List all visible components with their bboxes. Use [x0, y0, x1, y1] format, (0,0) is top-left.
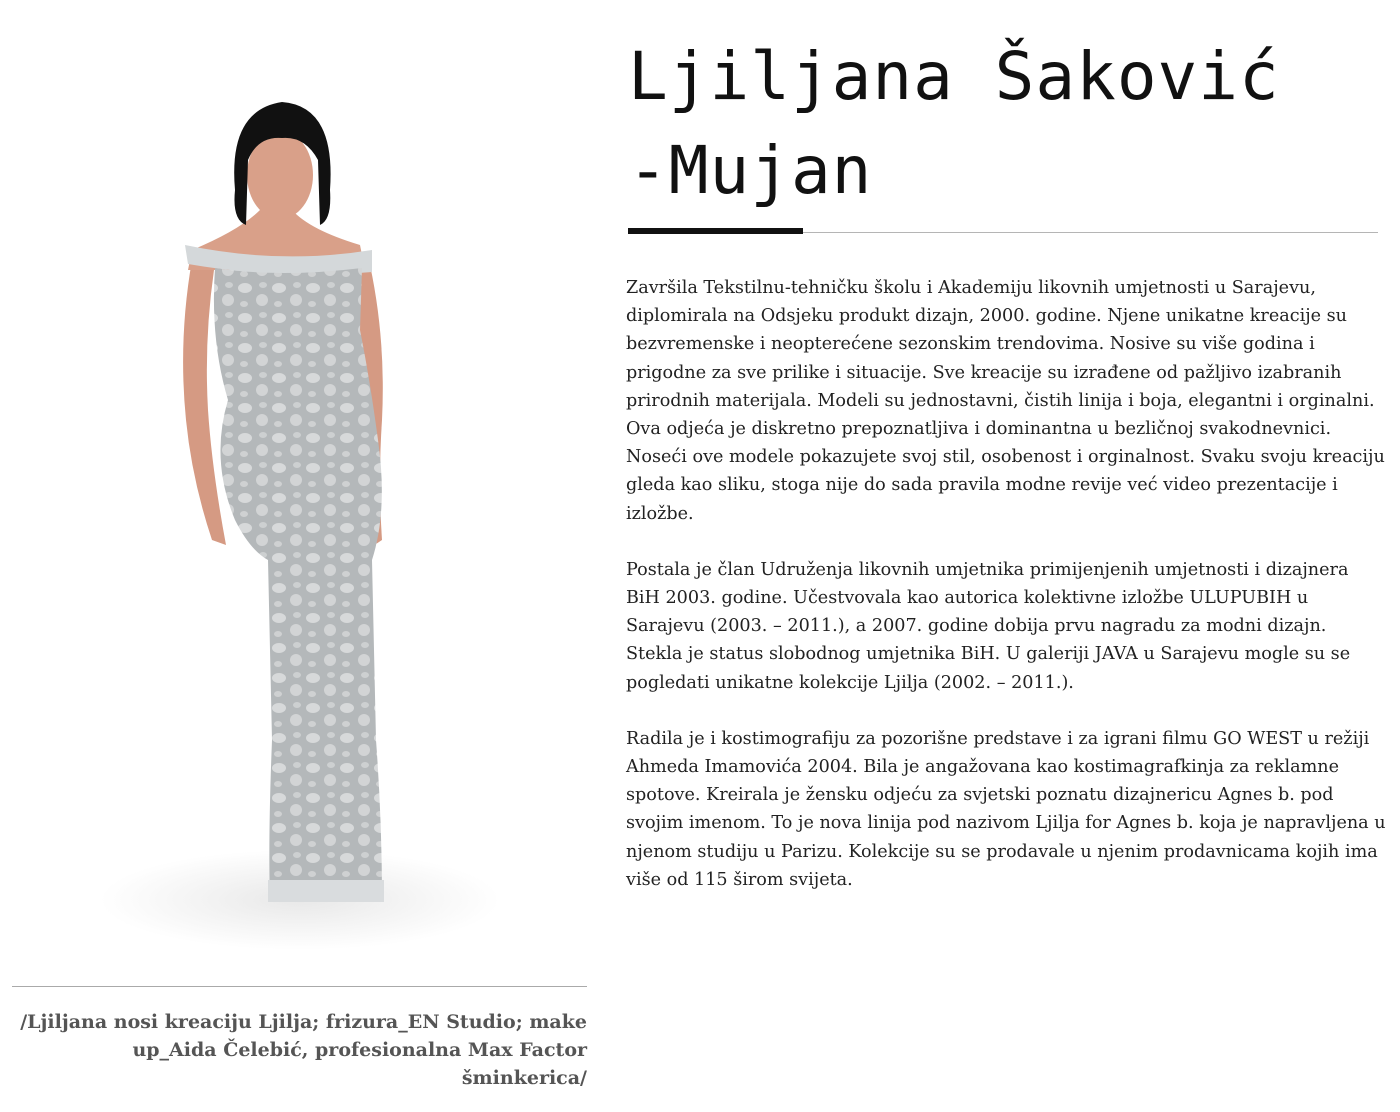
title-accent-bar: [628, 228, 803, 234]
title-line-2: -Mujan: [628, 132, 873, 209]
page-title: [628, 30, 1388, 218]
portrait-photo: [100, 40, 580, 970]
biography: [626, 274, 1386, 922]
bio-paragraph: Završila Tekstilnu-tehničku školu i Akademiju likovnih umjetnosti u Sarajevu, diplomirala na Odsjeku produkt dizajn, 2000. godine. Njene unikatne kreacije su bezvremenske i neopterećene sezonskim trendovima. Nosive su više godina i prigodne za sve prilike i situacije. Sve kreacije su izrađene od pažljivo izabranih prirodnih materijala. Modeli su jednostavni, čistih linija i boja, elegantni i orginalni. Ova odjeća je diskretno prepoznatljiva i dominantna u bezličnoj svakodnevnici. Noseći ove modele pokazujete svoj stil, osobenost i orginalnost. Svaku svoju kreaciju gleda kao sliku, stoga nije do sada pravila modne revije već video prezentacije i izložbe.: [626, 278, 1385, 524]
portrait-illustration: [100, 40, 580, 970]
bio-paragraph: Postala je član Udruženja likovnih umjetnika primijenjenih umjetnosti i dizajnera BiH 2003. godine. Učestvovala kao autorica kolektivne izložbe ULUPUBIH u Sarajevu (2003. – 2011.), a 2007. godine dobija prvu nagradu za modni dizajn. Stekla je status slobodnog umjetnika BiH. U galeriji JAVA u Sarajevu mogle su se pogledati unikatne kolekcije Ljilja (2002. – 2011.).: [626, 559, 1351, 693]
photo-caption: /Ljiljana nosi kreaciju Ljilja; frizura_EN Studio; make up_Aida Čelebić, profesionalna Max Factor šminkerica/: [20, 1011, 587, 1089]
bio-paragraph: Radila je i kostimografiju za pozorišne predstave i za igrani filmu GO WEST u režiji Ahmeda Imamovića 2004. Bila je angažovana kao kostimagrafkinja za reklamne spotove. Kreirala je žensku odjeću za svjetski poznatu dizajnericu Agnes b. pod svojim imenom. To je nova linija pod nazivom Ljilja for Agnes b. koja je napravljena u njenom studiju u Parizu. Kolekcije su se prodavale u njenim prodavnicama kojih ima više od 115 širom svijeta.: [626, 728, 1386, 890]
title-line-1: Ljiljana Šaković: [628, 38, 1280, 115]
caption-divider: [12, 986, 587, 987]
